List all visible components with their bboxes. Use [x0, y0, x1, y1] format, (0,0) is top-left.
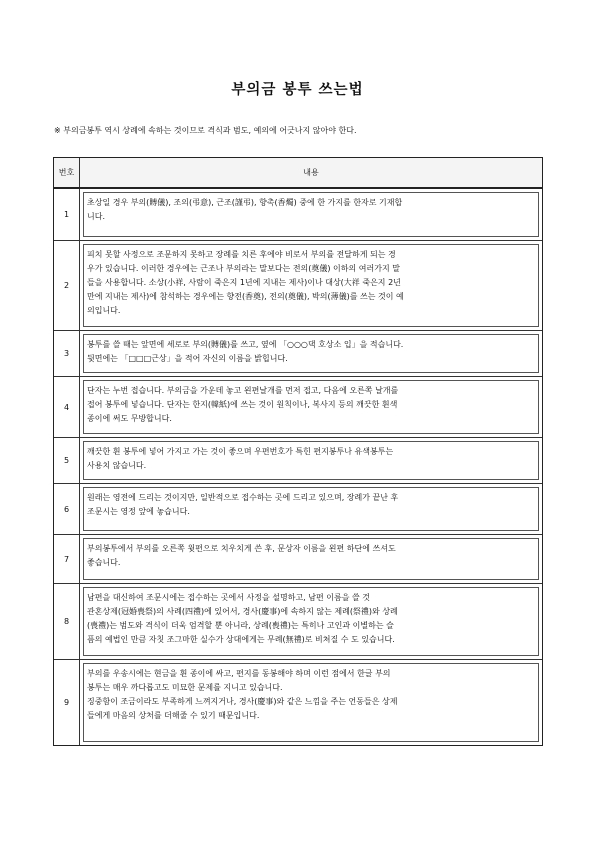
content-line: 의입니다. — [87, 306, 121, 315]
content-line: 만에 지내는 제사)에 참석하는 경우에는 향전(香奠), 전의(奠儀), 박의(薄儀)를 쓰는 것이 예 — [87, 292, 404, 301]
content-line: 우가 있습니다. 이러한 경우에는 근조나 부의라는 말보다는 전의(奠儀) 이하의 여러가지 말 — [87, 264, 400, 273]
content-line: 뒷면에는 「□□□근상」을 적어 자신의 이름을 밝힙니다. — [87, 354, 288, 363]
table-row — [54, 376, 542, 437]
row-content — [83, 244, 539, 327]
page-title: 부의금 봉투 쓰는법 — [231, 82, 364, 98]
table-row — [54, 437, 542, 483]
row-number: 7 — [54, 535, 80, 583]
content-line: 원래는 영전에 드리는 것이지만, 일반적으로 접수하는 곳에 드리고 있으며, 장례가 끝난 후 — [87, 493, 399, 502]
content-line: 니다. — [87, 212, 105, 221]
table-row — [54, 534, 542, 583]
content-line: 부의를 우송시에는 현금을 흰 종이에 싸고, 편지를 동봉해야 하며 이런 점에서 한글 부의 — [87, 669, 391, 678]
row-number: 9 — [54, 660, 80, 745]
table-row — [54, 240, 542, 330]
content-line: 단자는 누번 접습니다. 부의금을 가운데 놓고 왼편날개를 먼저 접고, 다음에 오른쪽 날개를 — [87, 386, 399, 395]
table-row — [54, 188, 542, 240]
row-content — [83, 663, 539, 742]
content-line: 부의봉투에서 부의를 오른쪽 윗편으로 치우치게 쓴 후, 문상자 이름을 왼편 하단에 쓰셔도 — [87, 544, 396, 553]
content-line: 봉투를 쓸 때는 앞면에 세로로 부의(賻儀)를 쓰고, 옆에 「○○○댁 호상소 입」을 적습니다. — [87, 340, 404, 349]
content-line: 들을 사용합니다. 소상(小祥, 사람이 죽은지 1년에 지내는 제사)이나 대상(大祥 죽은지 2년 — [87, 278, 401, 287]
row-content — [83, 334, 539, 373]
row-content — [83, 380, 539, 434]
content-line: 사용치 않습니다. — [87, 461, 147, 470]
table-row — [54, 330, 542, 376]
content-line: 좋습니다. — [87, 558, 121, 567]
row-number: 8 — [54, 584, 80, 659]
content-line: 들에게 마음의 상처를 더해줄 수 있기 때문입니다. — [87, 711, 260, 720]
content-line: 픔의 예법인 만큼 자칫 조그마한 실수가 상대에게는 무례(無禮)로 비쳐질 수 도 있습니다. — [87, 635, 395, 644]
row-number: 6 — [54, 484, 80, 534]
row-number: 5 — [54, 438, 80, 483]
row-number: 4 — [54, 377, 80, 437]
row-number: 1 — [54, 189, 80, 240]
header-number: 번호 — [54, 158, 80, 187]
content-line: 초상일 경우 부의(賻儀), 조의(弔意), 근조(謹弔), 향촉(香燭) 중에 한 가지를 한자로 기재합 — [87, 198, 403, 207]
content-line: (喪禮)는 범도와 격식이 더욱 엄격할 뿐 아니라, 상례(喪禮)는 특히나 고인과 이별하는 슬 — [87, 621, 394, 630]
table-header-row — [54, 158, 542, 188]
table-row — [54, 659, 542, 745]
content-line: 접어 봉투에 넣습니다. 단자는 한지(韓紙)에 쓰는 것이 원칙이나, 복사지 등의 깨끗한 흰색 — [87, 400, 398, 409]
row-number: 2 — [54, 241, 80, 330]
row-content — [83, 587, 539, 656]
header-content: 내용 — [80, 158, 542, 187]
row-content — [83, 538, 539, 580]
content-line: 봉투는 매우 까다롭고도 미묘한 문제를 지니고 있습니다. — [87, 683, 283, 692]
content-line: 피치 못할 사정으로 조문하지 못하고 장례를 치른 후에야 비로서 부의를 전달하게 되는 경 — [87, 250, 396, 259]
content-line: 종이에 써도 무방합니다. — [87, 414, 172, 423]
row-content — [83, 192, 539, 237]
guide-table — [53, 157, 543, 746]
content-line: 징중함이 조금이라도 부족하게 느껴지거나, 경사(慶事)와 같은 느낌을 주는 언동들은 상제 — [87, 697, 398, 706]
row-number: 3 — [54, 331, 80, 376]
table-row — [54, 583, 542, 659]
intro-note: ※ 부의금봉투 역시 상례에 속하는 것이므로 격식과 범도, 예의에 어긋나지 않아야 한다. — [54, 126, 357, 135]
content-line: 조문시는 영정 앞에 놓습니다. — [87, 507, 190, 516]
row-content — [83, 487, 539, 531]
content-line: 관혼상제(冠婚喪祭)의 사례(四禮)에 있어서, 경사(慶事)에 속하지 않는 제례(祭禮)와 상례 — [87, 607, 398, 616]
row-content — [83, 441, 539, 480]
content-line: 깨끗한 흰 봉투에 넣어 가지고 가는 것이 좋으며 우편번호가 특힌 편지봉투나 유색봉투는 — [87, 447, 394, 456]
table-row — [54, 483, 542, 534]
content-line: 남편을 대신하여 조문시에는 접수하는 곳에서 사정을 설명하고, 남편 이름을 쓸 것 — [87, 593, 370, 602]
